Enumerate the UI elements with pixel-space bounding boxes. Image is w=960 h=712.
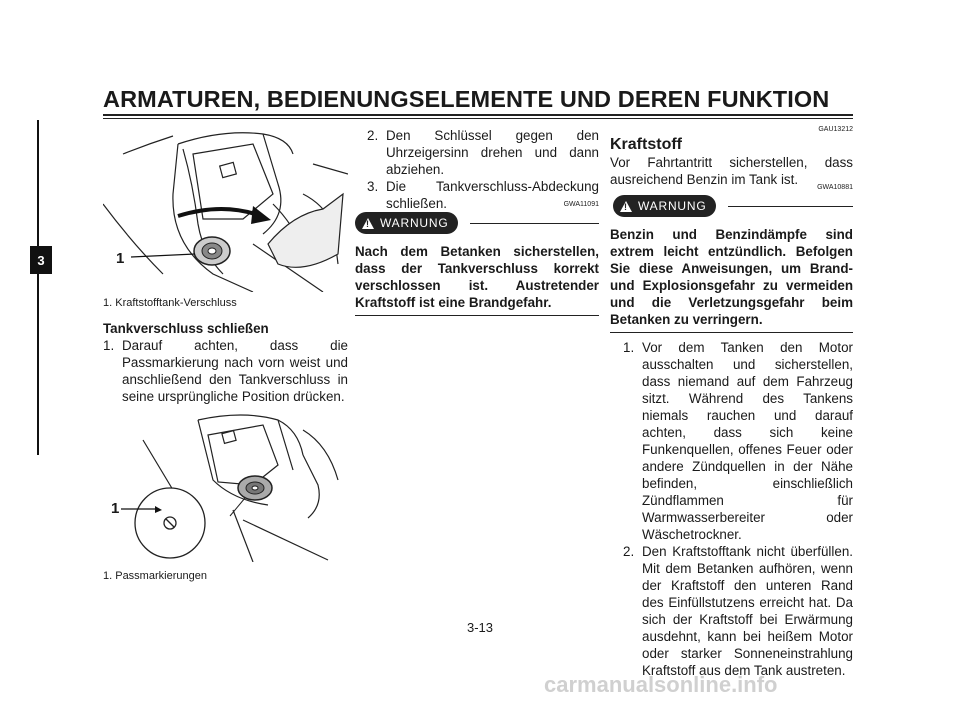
list-text: Vor dem Tanken den Motor ausschalten und sicherstellen, dass niemand auf dem Fahrzeug sitzt. Während des Tankens niemals rauchen und darauf achten, dass sich keine Funkenquellen, offenes Feuer oder andere Zündquellen in der Nähe befinden, einschließlich Zündflammen für Warmwasserbereiter oder Wäschetrockner. <box>642 340 853 542</box>
watermark: carmanualsonline.info <box>544 672 778 697</box>
warning-text: Benzin und Benzindämpfe sind extrem leicht entzündlich. Befolgen Sie diese Anweisungen, um Brand- und Explosionsgefahr zu vermeiden und die Verletzungsgefahr beim Betanken zu verringern. <box>610 227 853 327</box>
figure-callout: 1 <box>116 250 125 267</box>
warning-text: Nach dem Betanken sicherstellen, dass der Tankverschluss korrekt verschlossen ist. Austretender Kraftstoff ist eine Brandgefahr. <box>355 244 599 310</box>
figure-callout: 1 <box>111 500 120 517</box>
warning-rule <box>470 223 599 224</box>
middle-steps <box>367 127 599 212</box>
close-section <box>103 320 348 405</box>
page-number: 3-13 <box>466 620 494 635</box>
figure-caption: 1. Kraftstofftank-Verschluss <box>103 297 237 309</box>
warning-badge <box>355 212 458 234</box>
warning-icon: ! <box>620 201 632 212</box>
section-intro: Vor Fahrtantritt sicherstellen, dass ausreichend Benzin im Tank ist. <box>610 155 853 187</box>
list-text: Den Kraftstofftank nicht überfüllen. Mit dem Betanken aufhören, wenn der Kraftstoff den unteren Rand des Einfüllstutzens erreicht hat. Da sich der Kraftstoff bei Erwärmung ausdehnt, kann bei heißem Motor oder starker Sonneneinstrahlung Kraftstoff aus dem Tank austreten. <box>642 544 853 678</box>
section-title: Kraftstoff <box>610 136 682 153</box>
warning-bottom-rule <box>610 332 853 333</box>
chapter-line <box>37 120 39 455</box>
fuel-cap-illustration <box>103 124 348 292</box>
list-number: 2. <box>367 128 379 143</box>
list-item <box>623 339 853 543</box>
list-item <box>367 127 599 178</box>
warning-rule <box>728 206 853 207</box>
warning-header <box>613 195 853 217</box>
list-number: 2. <box>623 544 635 559</box>
page-title: ARMATUREN, BEDIENUNGSELEMENTE UND DEREN FUNKTION <box>103 86 830 112</box>
list-number: 1. <box>103 338 115 353</box>
warning-label: WARNUNG <box>638 199 707 213</box>
pass-mark-illustration <box>103 410 348 562</box>
warning-code: GWA10881 <box>817 184 853 191</box>
title-rule <box>103 114 853 116</box>
warning-box <box>355 201 599 316</box>
chapter-tab: 3 <box>30 246 52 274</box>
warning-icon: ! <box>362 218 374 229</box>
warning-bottom-rule <box>355 315 599 316</box>
title-rule-thin <box>103 118 853 119</box>
list-text: Die Tankverschluss-Abdeckung schließen. <box>386 179 599 211</box>
section-heading: Tankverschluss schließen <box>103 321 269 336</box>
list-item <box>623 543 853 679</box>
section-code: GAU13212 <box>818 126 853 133</box>
warning-badge <box>613 195 716 217</box>
list-item <box>103 337 348 405</box>
warning-code: GWA11091 <box>563 201 599 208</box>
list-number: 3. <box>367 179 379 194</box>
list-number: 1. <box>623 340 635 355</box>
warning-label: WARNUNG <box>380 216 449 230</box>
fuel-section <box>610 126 853 679</box>
figure-caption: 1. Passmarkierungen <box>103 570 207 582</box>
warning-header <box>355 212 599 234</box>
list-text: Darauf achten, dass die Passmarkierung nach vorn weist und anschließend den Tankverschluss in seine ursprüngliche Position drücken. <box>122 338 348 404</box>
list-text: Den Schlüssel gegen den Uhrzeigersinn drehen und dann abziehen. <box>386 128 599 177</box>
